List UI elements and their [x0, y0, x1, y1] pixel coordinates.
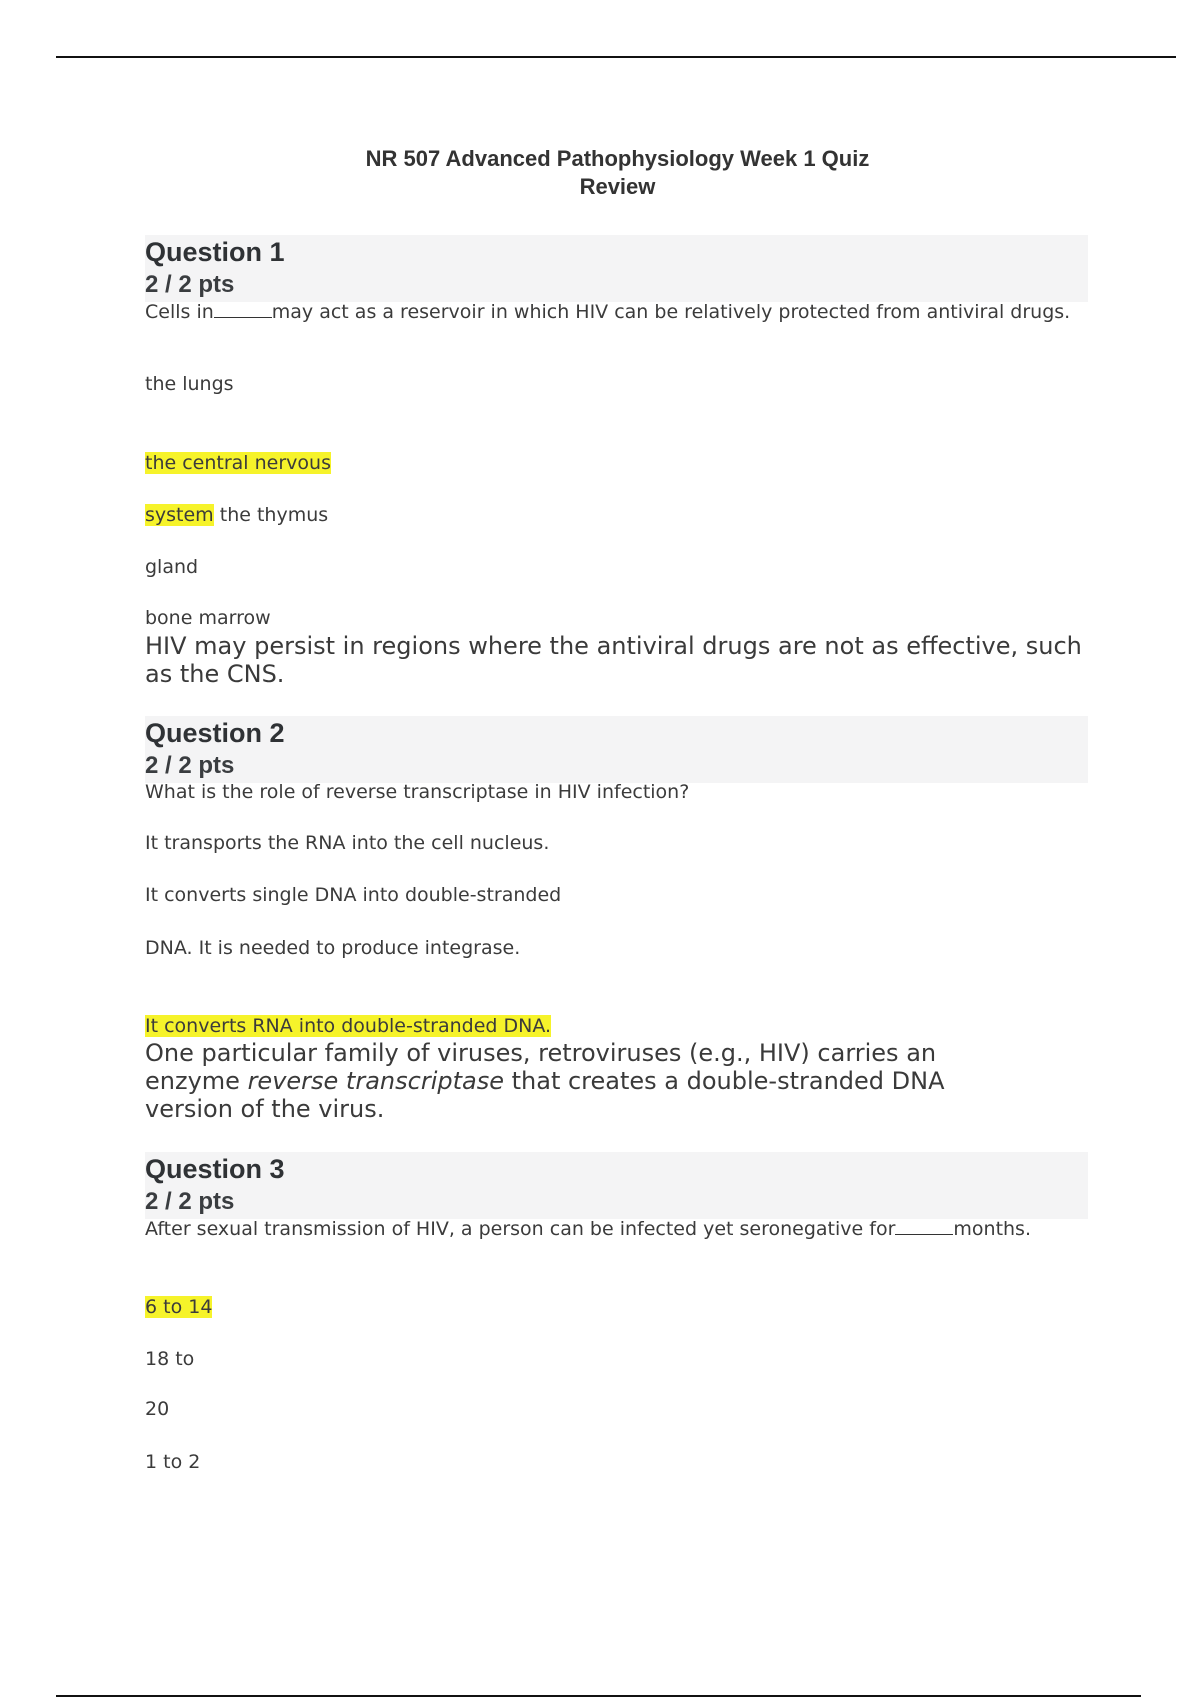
question-1-explanation: HIV may persist in regions where the antiviral drugs are not as effective, such as the CNS.	[145, 632, 1082, 688]
answer-option-correct: 6 to 14	[145, 1296, 213, 1318]
question-1-header	[145, 235, 1088, 302]
question-2-prompt: What is the role of reverse transcriptase in HIV infection?	[145, 781, 690, 803]
question-3-prompt: After sexual transmission of HIV, a person can be infected yet seronegative for months.	[145, 1218, 1031, 1240]
answer-option: bone marrow	[145, 607, 271, 629]
answer-option: 1 to 2	[145, 1451, 201, 1473]
title-line-2: Review	[579, 174, 656, 199]
answer-option: 20	[145, 1398, 170, 1420]
question-3-header	[145, 1152, 1088, 1219]
question-points: 2 / 2 pts	[145, 752, 235, 779]
answer-option: system the thymus	[145, 504, 329, 526]
answer-blank	[214, 302, 272, 318]
question-title: Question 2	[145, 718, 285, 748]
question-title: Question 1	[145, 237, 285, 267]
answer-option: gland	[145, 556, 199, 578]
question-1-prompt: Cells in may act as a reservoir in which HIV can be relatively protected from antiviral drugs.	[145, 301, 1071, 323]
question-title: Question 3	[145, 1154, 285, 1184]
answer-blank	[895, 1219, 953, 1235]
question-2-explanation: One particular family of viruses, retroviruses (e.g., HIV) carries an enzyme reverse transcriptase that creates a double-stranded DNA version of the virus.	[145, 1039, 945, 1123]
answer-option-correct: It converts RNA into double-stranded DNA.	[145, 1015, 552, 1037]
question-points: 2 / 2 pts	[145, 271, 235, 298]
answer-option-correct: the central nervous	[145, 452, 331, 474]
document-title	[0, 145, 1200, 201]
title-line-1: NR 507 Advanced Pathophysiology Week 1 Quiz	[365, 146, 870, 171]
answer-option: DNA. It is needed to produce integrase.	[145, 937, 521, 959]
italic-term: reverse transcriptase	[247, 1067, 504, 1095]
answer-option: It converts single DNA into double-stranded	[145, 884, 562, 906]
answer-option: 18 to	[145, 1348, 195, 1370]
answer-option: It transports the RNA into the cell nucleus.	[145, 832, 550, 854]
question-2-header	[145, 716, 1088, 783]
answer-option: the lungs	[145, 373, 234, 395]
top-rule	[56, 56, 1176, 58]
bottom-rule	[56, 1695, 1141, 1697]
question-points: 2 / 2 pts	[145, 1188, 235, 1215]
